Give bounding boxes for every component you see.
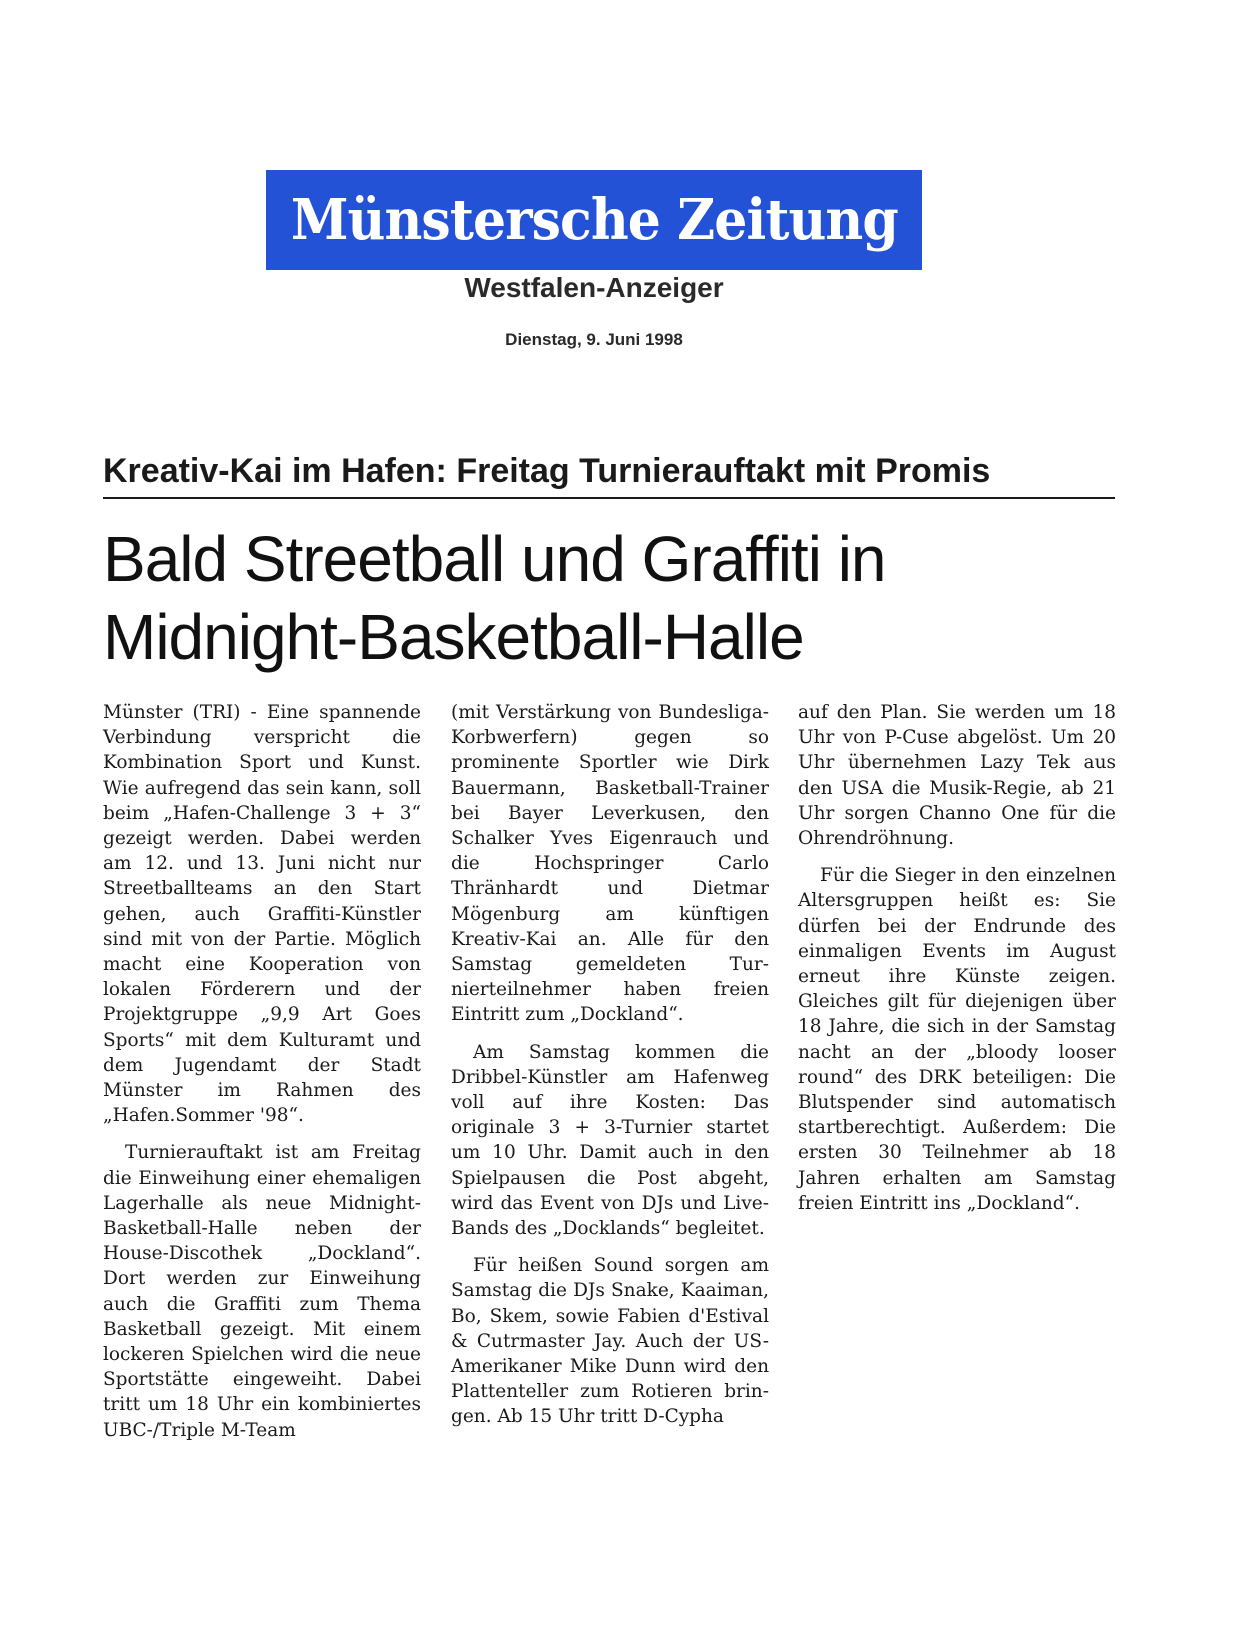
kicker-divider [103,497,1115,499]
headline-line-1: Bald Streetball und Graffiti in [103,523,886,595]
article-kicker: Kreativ-Kai im Hafen: Freitag Turnierauftakt mit Promis [103,452,991,490]
column-1-paragraph-1: Münster (TRI) - Eine spannende Verbindung verspricht die Kombination Sport und Kunst. Wie aufregend das sein kann, soll beim „Hafen-Challenge 3 + 3“ gezeigt werden. Dabei werden am 12. und 13. Juni nicht nur Streetballteams an den Start gehen, auch Graffiti-Künstler sind mit von der Partie. Möglich macht eine Kooperation von lokalen Förderern und der Projektgruppe „9,9 Art Goes Sports“ mit dem Kulturamt und dem Jugendamt der Stadt Münster im Rahmen des „Hafen.Sommer '98“. [103,702,421,1127]
article-column-1 [103,700,421,1443]
column-2-paragraph-2: Am Samstag kommen die Dribbel-Künstler am Hafenweg voll auf ihre Kosten: Das originale 3 + 3-Turnier startet um 10 Uhr. Damit auch in den Spielpausen die Post abgeht, wird das Event von DJs und Live-Bands des „Docklands“ begleitet. [451,1041,769,1240]
article-column-2 [451,700,769,1430]
article-headline [103,520,1133,676]
column-3-paragraph-2: Für die Sieger in den einzelnen Altersgruppen heißt es: Sie dürfen bei der Endrunde des einmaligen Events im August erneut ihre Künste zeigen. Gleiches gilt für diejenigen über 18 Jahre, die sich in der Samstag nacht an der „bloody looser round“ des DRK beteiligen: Die Blutspender sind automatisch startberechtigt. Außerdem: Die ersten 30 Teilnehmer ab 18 Jahren erhalten am Samstag freien Eintritt ins „Dockland“. [798,865,1116,1214]
masthead-banner [266,170,922,270]
newspaper-subtitle: Westfalen-Anzeiger [464,272,724,303]
column-1-paragraph-2: Turnierauftakt ist am Freitag die Einweihung einer ehemaligen Lagerhalle als neue Midnight-Basketball-Halle neben der House-Discothek „Dockland“. Dort werden zur Einweihung auch die Graffiti zum Thema Basketball gezeigt. Mit einem lockeren Spielchen wird die neue Sportstätte eingeweiht. Dabei tritt um 18 Uhr ein kombiniertes UBC-/Triple M-Team [103,1142,421,1441]
article-column-3 [798,700,1116,1216]
newspaper-title: Münstersche Zeitung [290,187,898,253]
column-2-paragraph-3: Für heißen Sound sorgen am Samstag die DJs Snake, Kaaiman, Bo, Skem, sowie Fabien d'Estival & Cutrmaster Jay. Auch der US-Amerikaner Mike Dunn wird den Plattenteller zum Rotieren bringen. Ab 15 Uhr tritt D-Cypha [451,1255,769,1428]
column-2-paragraph-1: (mit Verstärkung von Bundesliga-Korbwerfern) gegen so prominente Sportler wie Dirk Bauermann, Basketball-Trainer bei Bayer Leverkusen, den Schalker Yves Eigenrauch und die Hochspringer Carlo Thränhardt und Dietmar Mögenburg am künftigen Kreativ-Kai an. Alle für den Samstag gemeldeten Turnierteilnehmer haben freien Eintritt zum „Dockland“. [451,702,769,1026]
column-3-paragraph-1: auf den Plan. Sie werden um 18 Uhr von P-Cuse abgelöst. Um 20 Uhr übernehmen Lazy Tek aus den USA die Musik-Regie, ab 21 Uhr sorgen Channo One für die Ohrendröhnung. [798,702,1116,850]
publication-date: Dienstag, 9. Juni 1998 [505,330,683,349]
headline-line-2: Midnight-Basketball-Halle [103,601,804,673]
